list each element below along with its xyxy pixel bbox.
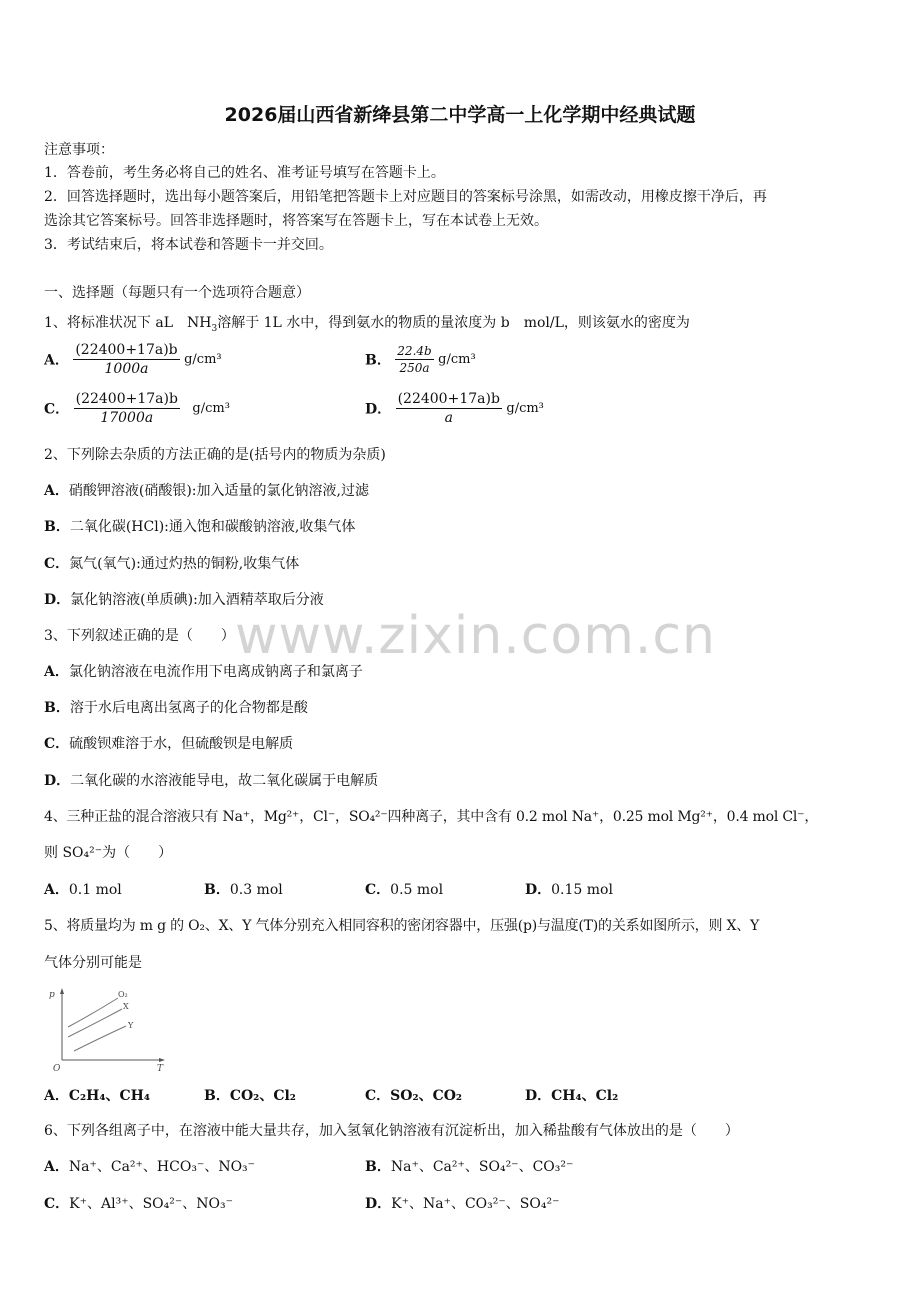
option-c[interactable]: C．0.5 mol bbox=[365, 882, 444, 898]
question-3-stem: 3、下列叙述正确的是（ ） bbox=[44, 628, 235, 644]
notice-item: 1．答卷前，考生务必将自己的姓名、准考证号填写在答题卡上。 bbox=[44, 165, 445, 181]
notice-heading: 注意事项： bbox=[44, 142, 114, 158]
y-axis-label: p bbox=[49, 990, 55, 1000]
fraction: $\frac{22.4b}{250a}$ bbox=[397, 344, 432, 375]
option-a[interactable]: A．C₂H₄、CH₄ bbox=[44, 1088, 151, 1104]
option-d[interactable]: D．氯化钠溶液(单质碘):加入酒精萃取后分液 bbox=[44, 592, 324, 608]
notice-item: 3．考试结束后，将本试卷和答题卡一并交回。 bbox=[44, 237, 333, 253]
question-5-stem: 5、将质量均为 m g 的 O₂、X、Y 气体分别充入相同容积的密闭容器中，压强(p)与温度(T)的关系如图所示，则 X、Y bbox=[44, 918, 760, 934]
option-b[interactable]: B．Na⁺、Ca²⁺、SO₄²⁻、CO₃²⁻ bbox=[365, 1159, 574, 1175]
option-a[interactable]: A．硝酸钾溶液(硝酸银):加入适量的氯化钠溶液,过滤 bbox=[44, 483, 369, 499]
page-title: 2026届山西省新绛县第二中学高一上化学期中经典试题 bbox=[224, 104, 696, 126]
option-b[interactable]: B．0.3 mol bbox=[204, 882, 283, 898]
fraction: $\frac{(22400+17a)b}{17000a}$ bbox=[75, 391, 178, 426]
question-4-stem: 4、三种正盐的混合溶液只有 Na⁺，Mg²⁺，Cl⁻，SO₄²⁻四种离子，其中含有 0.2 mol Na⁺，0.25 mol Mg²⁺，0.4 mol Cl⁻， bbox=[44, 809, 819, 825]
option-b[interactable]: B．CO₂、Cl₂ bbox=[204, 1088, 296, 1104]
question-2-stem: 2、下列除去杂质的方法正确的是(括号内的物质为杂质) bbox=[44, 447, 386, 463]
curve-o2 bbox=[68, 998, 118, 1027]
option-b[interactable]: B．溶于水后电离出氢离子的化合物都是酸 bbox=[44, 700, 308, 716]
option-a[interactable]: A．氯化钠溶液在电流作用下电离成钠离子和氯离子 bbox=[44, 664, 363, 680]
option-d[interactable]: D． $\frac{(22400+17a)b}{a}$ g/cm³ bbox=[365, 391, 544, 426]
option-b[interactable]: B．二氧化碳(HCl):通入饱和碳酸钠溶液,收集气体 bbox=[44, 519, 356, 535]
notice-item: 选涂其它答案标号。回答非选择题时，将答案写在答题卡上，写在本试卷上无效。 bbox=[44, 213, 548, 229]
option-b[interactable]: B． $\frac{22.4b}{250a}$ g/cm³ bbox=[365, 344, 476, 375]
curve-label-o2: O₂ bbox=[118, 990, 128, 999]
option-c[interactable]: C．SO₂、CO₂ bbox=[365, 1088, 463, 1104]
question-5-stem-cont: 气体分别可能是 bbox=[44, 955, 142, 971]
origin-label: O bbox=[53, 1064, 61, 1073]
fraction: $\frac{(22400+17a)b}{a}$ bbox=[397, 391, 500, 426]
curve-label-y: Y bbox=[128, 1021, 134, 1030]
notice-item: 2．回答选择题时，选出每小题答案后，用铅笔把答题卡上对应题目的答案标号涂黑，如需改动，用橡皮擦干净后，再 bbox=[44, 189, 767, 205]
curve-label-x: X bbox=[123, 1002, 129, 1011]
option-a[interactable]: A．Na⁺、Ca²⁺、HCO₃⁻、NO₃⁻ bbox=[44, 1159, 256, 1175]
option-d[interactable]: D．0.15 mol bbox=[525, 882, 613, 898]
section-heading: 一、选择题（每题只有一个选项符合题意） bbox=[44, 285, 310, 301]
question-4-stem-cont: 则 SO₄²⁻为（ ） bbox=[44, 845, 173, 861]
option-a[interactable]: A． $\frac{(22400+17a)b}{1000a}$ g/cm³ bbox=[44, 342, 222, 377]
watermark: www.zixin.com.cn bbox=[235, 606, 716, 666]
option-d[interactable]: D．CH₄、Cl₂ bbox=[525, 1088, 619, 1104]
pressure-temperature-graph bbox=[44, 985, 174, 1073]
option-d[interactable]: D．K⁺、Na⁺、CO₃²⁻、SO₄²⁻ bbox=[365, 1196, 560, 1212]
y-axis-arrow bbox=[60, 988, 64, 994]
option-a[interactable]: A．0.1 mol bbox=[44, 882, 122, 898]
option-c[interactable]: C． $\frac{(22400+17a)b}{17000a}$ g/cm³ bbox=[44, 391, 230, 426]
option-c[interactable]: C．氮气(氧气):通过灼热的铜粉,收集气体 bbox=[44, 556, 300, 572]
option-d[interactable]: D．二氧化碳的水溶液能导电，故二氧化碳属于电解质 bbox=[44, 773, 379, 789]
fraction: $\frac{(22400+17a)b}{1000a}$ bbox=[75, 342, 178, 377]
x-axis-arrow bbox=[159, 1058, 165, 1062]
question-6-stem: 6、下列各组离子中，在溶液中能大量共存，加入氢氧化钠溶液有沉淀析出，加入稀盐酸有气体放出的是（ ） bbox=[44, 1123, 739, 1139]
option-c[interactable]: C．K⁺、Al³⁺、SO₄²⁻、NO₃⁻ bbox=[44, 1196, 234, 1212]
option-c[interactable]: C．硫酸钡难溶于水，但硫酸钡是电解质 bbox=[44, 736, 294, 752]
question-1-stem: 1、将标准状况下 aL $NH_3$溶解于 1L 水中，得到氨水的物质的量浓度为 b mol/L，则该氨水的密度为 bbox=[44, 315, 690, 334]
x-axis-label: T bbox=[157, 1064, 164, 1073]
